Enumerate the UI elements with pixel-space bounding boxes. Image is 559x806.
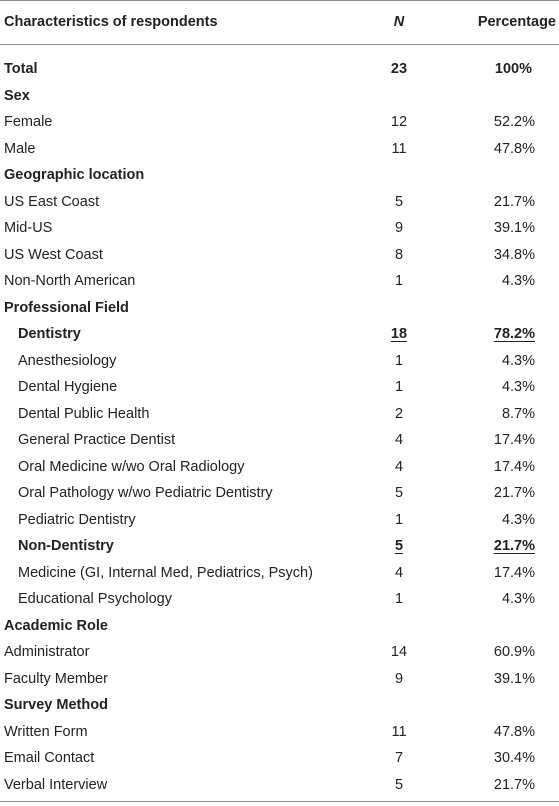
row-label: Medicine (GI, Internal Med, Pediatrics, Psych) bbox=[18, 564, 313, 581]
row-label: Oral Medicine w/wo Oral Radiology bbox=[18, 458, 245, 475]
row-label: Total bbox=[4, 61, 38, 77]
row-n: 1 bbox=[394, 352, 404, 369]
row-n: 5 bbox=[394, 776, 404, 793]
row-n bbox=[360, 692, 438, 719]
row-label: Non-North American bbox=[4, 273, 136, 289]
row-n: 1 bbox=[394, 379, 404, 395]
table-row bbox=[0, 454, 559, 481]
table-row bbox=[0, 56, 559, 83]
row-label: Dentistry bbox=[18, 326, 81, 342]
row-percentage: 39.1% bbox=[493, 220, 535, 236]
table-row bbox=[0, 719, 559, 746]
row-percentage: 4.3% bbox=[501, 591, 535, 607]
row-n: 1 bbox=[394, 591, 404, 607]
table-row bbox=[0, 586, 559, 613]
row-percentage: 4.3% bbox=[501, 511, 535, 528]
table-row bbox=[0, 613, 559, 640]
table-row bbox=[0, 745, 559, 772]
row-n: 7 bbox=[394, 750, 404, 766]
table-row bbox=[0, 189, 559, 216]
row-label: Geographic location bbox=[4, 167, 145, 183]
table-row bbox=[0, 639, 559, 666]
table-bottom-rule bbox=[0, 801, 559, 802]
row-n bbox=[360, 83, 438, 110]
row-n: 5 bbox=[394, 485, 404, 501]
row-label: Non-Dentistry bbox=[18, 538, 114, 554]
row-percentage: 60.9% bbox=[493, 644, 535, 660]
row-percentage: 47.8% bbox=[493, 723, 535, 740]
table-row bbox=[0, 772, 559, 799]
table-row bbox=[0, 427, 559, 454]
row-percentage: 39.1% bbox=[493, 670, 535, 687]
table-row bbox=[0, 242, 559, 269]
row-percentage: 17.4% bbox=[493, 458, 535, 475]
row-label: US East Coast bbox=[4, 193, 100, 210]
table-row bbox=[0, 83, 559, 110]
row-n: 9 bbox=[394, 220, 404, 236]
row-n: 2 bbox=[394, 405, 404, 422]
row-n: 1 bbox=[394, 511, 404, 528]
row-n: 4 bbox=[394, 564, 404, 581]
table-row bbox=[0, 295, 559, 322]
row-n: 14 bbox=[390, 644, 408, 660]
row-n: 18 bbox=[390, 326, 408, 342]
row-percentage: 30.4% bbox=[493, 750, 535, 766]
row-label: Female bbox=[4, 114, 53, 130]
table-row bbox=[0, 401, 559, 428]
header-n: N bbox=[393, 14, 405, 30]
row-percentage: 78.2% bbox=[493, 326, 535, 342]
row-label: Faculty Member bbox=[4, 670, 108, 687]
table-row bbox=[0, 268, 559, 295]
row-n: 4 bbox=[394, 432, 404, 448]
row-label: Academic Role bbox=[4, 617, 108, 634]
row-label: Oral Pathology w/wo Pediatric Dentistry bbox=[18, 485, 273, 501]
row-percentage: 52.2% bbox=[493, 114, 535, 130]
header-rule bbox=[0, 44, 559, 45]
table-row bbox=[0, 136, 559, 163]
row-label: Email Contact bbox=[4, 750, 95, 766]
row-label: General Practice Dentist bbox=[18, 432, 176, 448]
row-n bbox=[360, 162, 438, 189]
row-percentage: 21.7% bbox=[493, 193, 535, 210]
table-row bbox=[0, 374, 559, 401]
row-n bbox=[360, 295, 438, 322]
row-percentage: 100% bbox=[494, 61, 532, 77]
row-label: Professional Field bbox=[4, 299, 129, 316]
row-label: Verbal Interview bbox=[4, 776, 108, 793]
row-n: 11 bbox=[391, 140, 407, 157]
row-label: Sex bbox=[4, 87, 30, 104]
row-n: 8 bbox=[394, 246, 404, 263]
row-label: Survey Method bbox=[4, 697, 108, 713]
table-row bbox=[0, 666, 559, 693]
table-row bbox=[0, 480, 559, 507]
table-row bbox=[0, 215, 559, 242]
table-row bbox=[0, 560, 559, 587]
row-n: 4 bbox=[394, 458, 404, 475]
row-percentage: 17.4% bbox=[493, 564, 535, 581]
row-percentage: 34.8% bbox=[493, 246, 535, 263]
row-n: 12 bbox=[390, 114, 408, 130]
row-label: Dental Public Health bbox=[18, 405, 150, 422]
row-n: 23 bbox=[390, 61, 408, 77]
row-label: Male bbox=[4, 140, 36, 157]
header-characteristics: Characteristics of respondents bbox=[4, 14, 218, 30]
row-percentage: 4.3% bbox=[501, 379, 535, 395]
table-body bbox=[0, 56, 559, 798]
row-n: 5 bbox=[394, 538, 404, 554]
row-label: Administrator bbox=[4, 644, 90, 660]
row-label: Pediatric Dentistry bbox=[18, 511, 136, 528]
row-label: Written Form bbox=[4, 723, 88, 740]
row-percentage: 8.7% bbox=[501, 405, 535, 422]
row-label: Dental Hygiene bbox=[18, 379, 118, 395]
table-row bbox=[0, 348, 559, 375]
row-label: Mid-US bbox=[4, 220, 53, 236]
table-row bbox=[0, 533, 559, 560]
row-n: 9 bbox=[394, 670, 404, 687]
row-n: 5 bbox=[394, 193, 404, 210]
row-n: 11 bbox=[391, 723, 407, 740]
row-percentage: 47.8% bbox=[493, 140, 535, 157]
row-percentage: 4.3% bbox=[501, 273, 535, 289]
table-row bbox=[0, 162, 559, 189]
row-percentage: 4.3% bbox=[501, 352, 535, 369]
row-percentage: 17.4% bbox=[493, 432, 535, 448]
row-percentage: 21.7% bbox=[493, 776, 535, 793]
row-label: Anesthesiology bbox=[18, 352, 117, 369]
table-row bbox=[0, 109, 559, 136]
row-n bbox=[360, 613, 438, 640]
table-row bbox=[0, 321, 559, 348]
row-n: 1 bbox=[394, 273, 404, 289]
row-percentage: 21.7% bbox=[493, 538, 535, 554]
row-label: US West Coast bbox=[4, 246, 103, 263]
row-label: Educational Psychology bbox=[18, 591, 172, 607]
header-percentage: Percentage bbox=[477, 14, 556, 30]
table-row bbox=[0, 507, 559, 534]
table-row bbox=[0, 692, 559, 719]
row-percentage: 21.7% bbox=[493, 485, 535, 501]
